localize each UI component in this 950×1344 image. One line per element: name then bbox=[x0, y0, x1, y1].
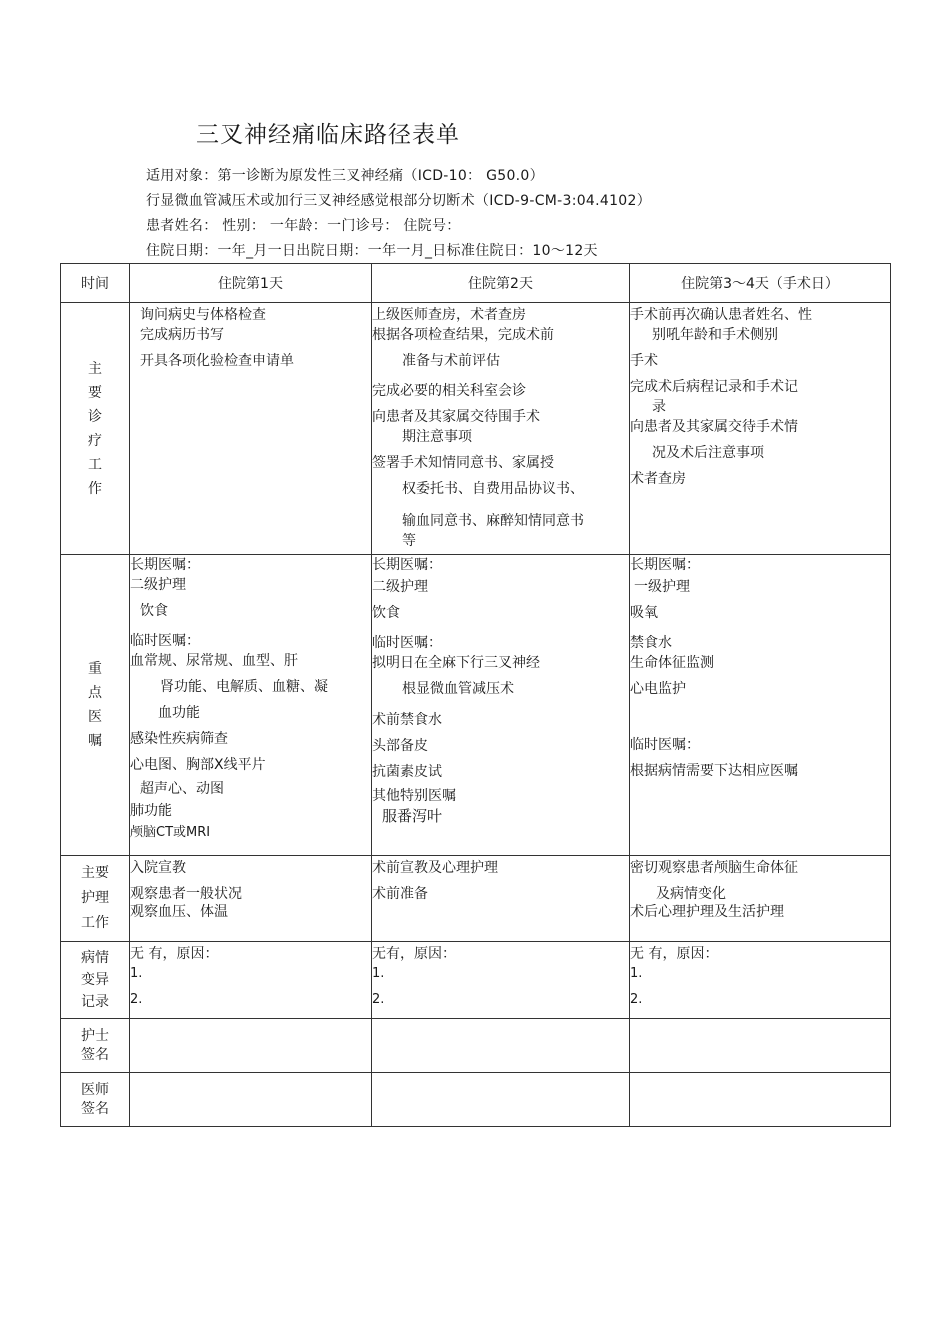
list-item: 根据各项检查结果，完成术前 bbox=[372, 327, 554, 343]
row-label-char: 诊 bbox=[88, 408, 102, 425]
procedure-line: 行显微血管减压术或加行三叉神经感觉根部分切断术（ICD-9-CM-3:04.4102） bbox=[146, 193, 652, 209]
row-label-main-work bbox=[61, 303, 130, 555]
list-item: 录 bbox=[652, 399, 666, 415]
list-item: 密切观察患者颅脑生命体征 bbox=[630, 860, 798, 876]
list-item: 饮食 bbox=[372, 605, 400, 621]
patient-info-line: 患者姓名： 性别： 一年龄：一门诊号： 住院号： bbox=[146, 218, 461, 234]
variance-choice: 无 有，原因： bbox=[130, 946, 219, 962]
table-header-row bbox=[61, 264, 891, 303]
list-item: 拟明日在全麻下行三叉神经 bbox=[372, 655, 540, 671]
row-label-char: 主 bbox=[88, 360, 102, 377]
list-item: 期注意事项 bbox=[402, 429, 472, 445]
row-label-line: 变异 bbox=[81, 972, 109, 988]
list-item: 术前宣教及心理护理 bbox=[372, 860, 498, 876]
list-item: 吸氧 bbox=[630, 605, 658, 621]
cell-nursing-day34 bbox=[630, 856, 891, 942]
cell-orders-day1 bbox=[130, 555, 372, 856]
row-label-nursing bbox=[61, 856, 130, 942]
list-item: 生命体征监测 bbox=[630, 655, 714, 671]
table-row-nursing bbox=[61, 856, 891, 942]
variance-item: 2. bbox=[130, 992, 143, 1007]
header-day2: 住院第2天 bbox=[372, 264, 630, 303]
list-item: 上级医师查房，术者查房 bbox=[372, 307, 526, 323]
list-item: 等 bbox=[402, 533, 416, 549]
list-item: 入院宣教 bbox=[130, 860, 186, 876]
list-item: 肺功能 bbox=[130, 803, 172, 819]
row-label-line: 主要 bbox=[81, 865, 109, 881]
row-label-medical-orders bbox=[61, 555, 130, 856]
row-label-char: 嘱 bbox=[88, 733, 102, 749]
nurse-signature-day1[interactable] bbox=[130, 1019, 372, 1073]
list-item: 饮食 bbox=[140, 603, 168, 619]
page-title: 三叉神经痛临床路径表单 bbox=[196, 122, 460, 148]
list-item: 头部备皮 bbox=[372, 738, 428, 754]
header-day1: 住院第1天 bbox=[130, 264, 372, 303]
list-item: 向患者及其家属交待手术情 bbox=[630, 419, 798, 435]
cell-nursing-day1 bbox=[130, 856, 372, 942]
doctor-signature-day34[interactable] bbox=[630, 1073, 891, 1127]
list-item: 血功能 bbox=[158, 705, 200, 721]
row-label-line: 记录 bbox=[81, 994, 109, 1010]
list-item: 手术前再次确认患者姓名、性 bbox=[630, 307, 812, 323]
variance-item: 2. bbox=[630, 992, 643, 1007]
row-label-line: 病情 bbox=[81, 950, 109, 966]
list-item: 准备与术前评估 bbox=[402, 353, 500, 369]
list-item: 及病情变化 bbox=[656, 886, 726, 902]
applicable-object-line: 适用对象：第一诊断为原发性三叉神经痛（ICD-10： G50.0） bbox=[146, 168, 544, 184]
row-label-nurse-signature bbox=[61, 1019, 130, 1073]
cell-main-work-day2 bbox=[372, 303, 630, 555]
list-item: 长期医嘱： bbox=[372, 557, 442, 573]
row-label-char: 点 bbox=[88, 685, 102, 701]
row-label-line: 护理 bbox=[81, 890, 109, 906]
header-day34: 住院第3〜4天（手术日） bbox=[630, 264, 891, 303]
list-item: 手术 bbox=[630, 353, 658, 369]
list-item: 术者查房 bbox=[630, 471, 686, 487]
list-item: 长期医嘱： bbox=[130, 557, 200, 573]
list-item: 服番泻叶 bbox=[382, 807, 443, 825]
row-label-char: 要 bbox=[88, 384, 102, 401]
list-item: 抗菌素皮试 bbox=[372, 764, 442, 780]
list-item: 血常规、尿常规、血型、肝 bbox=[130, 653, 298, 669]
row-label-variance bbox=[61, 942, 130, 1019]
list-item: 临时医嘱： bbox=[372, 635, 442, 651]
list-item: 别吼年龄和手术侧别 bbox=[652, 327, 778, 343]
row-label-char: 作 bbox=[88, 480, 102, 497]
list-item: 心电图、胸部X线平片 bbox=[130, 757, 266, 773]
list-item: 长期医嘱： bbox=[630, 557, 700, 573]
list-item: 肾功能、电解质、血糖、凝 bbox=[160, 679, 328, 695]
list-item: 完成病历书写 bbox=[140, 327, 224, 343]
list-item: 开具各项化验检查申请单 bbox=[140, 353, 294, 369]
list-item: 一级护理 bbox=[634, 579, 690, 595]
list-item: 签署手术知情同意书、家属授 bbox=[372, 455, 554, 471]
row-label-line: 护士 bbox=[81, 1027, 109, 1044]
list-item: 观察患者一般状况 bbox=[130, 886, 242, 902]
list-item: 二级护理 bbox=[372, 579, 428, 595]
list-item: 术后心理护理及生活护理 bbox=[630, 904, 784, 920]
row-label-line: 工作 bbox=[81, 915, 109, 931]
cell-main-work-day1 bbox=[130, 303, 372, 555]
list-item: 临时医嘱： bbox=[630, 737, 700, 753]
variance-choice: 无 有，原因： bbox=[630, 946, 719, 962]
variance-item: 1. bbox=[630, 966, 643, 981]
table-row-medical-orders bbox=[61, 555, 891, 856]
list-item: 输血同意书、麻醉知情同意书 bbox=[402, 513, 584, 529]
cell-variance-day34 bbox=[630, 942, 891, 1019]
cell-nursing-day2 bbox=[372, 856, 630, 942]
list-item: 询问病史与体格检查 bbox=[140, 307, 266, 323]
list-item: 其他特别医嘱 bbox=[372, 788, 456, 804]
cell-variance-day1 bbox=[130, 942, 372, 1019]
list-item: 权委托书、自费用品协议书、 bbox=[402, 481, 584, 497]
nurse-signature-day2[interactable] bbox=[372, 1019, 630, 1073]
row-label-char: 疗 bbox=[88, 432, 102, 449]
row-label-char: 医 bbox=[88, 709, 102, 725]
table-row-doctor-signature bbox=[61, 1073, 891, 1127]
list-item: 完成术后病程记录和手术记 bbox=[630, 379, 798, 395]
list-item: 临时医嘱： bbox=[130, 633, 200, 649]
table-row-nurse-signature bbox=[61, 1019, 891, 1073]
cell-orders-day34 bbox=[630, 555, 891, 856]
header-time: 时间 bbox=[61, 264, 130, 303]
list-item: 根显微血管减压术 bbox=[402, 681, 514, 697]
list-item: 向患者及其家属交待围手术 bbox=[372, 409, 540, 425]
list-item: 二级护理 bbox=[130, 577, 186, 593]
list-item: 根据病情需要下达相应医嘱 bbox=[630, 763, 798, 779]
cell-main-work-day34 bbox=[630, 303, 891, 555]
cell-orders-day2 bbox=[372, 555, 630, 856]
list-item: 心电监护 bbox=[630, 681, 686, 697]
table-row-main-work bbox=[61, 303, 891, 555]
variance-item: 1. bbox=[130, 966, 143, 981]
list-item: 超声心、动图 bbox=[140, 781, 224, 797]
list-item: 术前禁食水 bbox=[372, 712, 442, 728]
variance-item: 1. bbox=[372, 966, 385, 981]
nurse-signature-day34[interactable] bbox=[630, 1019, 891, 1073]
list-item: 禁食水 bbox=[630, 635, 672, 651]
clinical-pathway-table bbox=[60, 263, 891, 1127]
table-row-variance bbox=[61, 942, 891, 1019]
cell-variance-day2 bbox=[372, 942, 630, 1019]
row-label-char: 工 bbox=[88, 456, 102, 473]
doctor-signature-day1[interactable] bbox=[130, 1073, 372, 1127]
list-item: 观察血压、体温 bbox=[130, 904, 228, 920]
variance-choice: 无有，原因： bbox=[372, 946, 456, 962]
row-label-line: 签名 bbox=[81, 1100, 109, 1117]
variance-item: 2. bbox=[372, 992, 385, 1007]
list-item: 颅脑CT或MRI bbox=[130, 825, 211, 840]
list-item: 况及术后注意事项 bbox=[652, 445, 764, 461]
list-item: 术前准备 bbox=[372, 886, 428, 902]
row-label-line: 签名 bbox=[81, 1046, 109, 1063]
row-label-char: 重 bbox=[88, 661, 102, 677]
list-item: 感染性疾病筛查 bbox=[130, 731, 228, 747]
admission-date-line: 住院日期：一年_月一日出院日期：一年一月_日标准住院日：10〜12天 bbox=[146, 243, 598, 259]
list-item: 完成必要的相关科室会诊 bbox=[372, 383, 526, 399]
row-label-line: 医师 bbox=[81, 1081, 109, 1098]
doctor-signature-day2[interactable] bbox=[372, 1073, 630, 1127]
row-label-doctor-signature bbox=[61, 1073, 130, 1127]
